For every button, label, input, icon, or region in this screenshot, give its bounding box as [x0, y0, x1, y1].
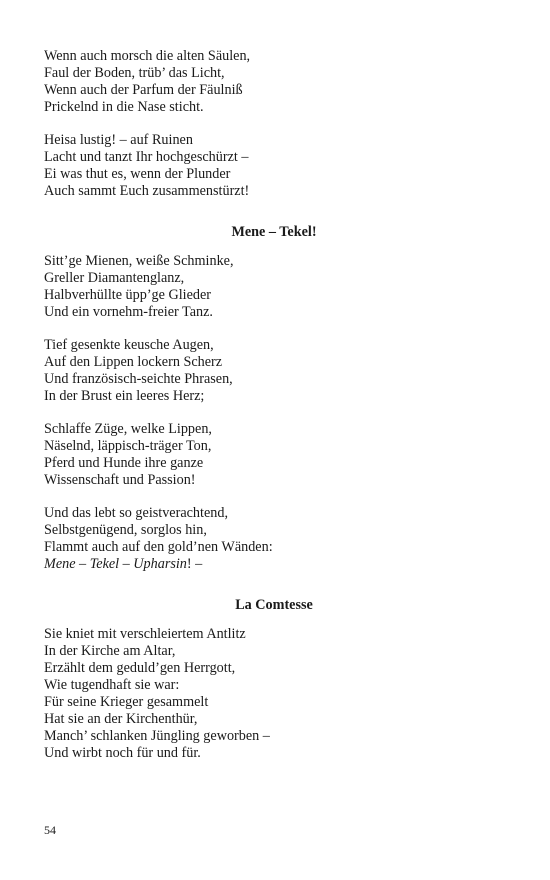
line-tail: ! –	[186, 556, 203, 572]
verse-line: Ei was thut es, wenn der Plunder	[44, 166, 231, 182]
verse-line: Auch sammt Euch zusammenstürzt!	[44, 183, 250, 199]
verse-line: Wenn auch morsch die alten Säulen,	[44, 48, 251, 64]
verse-line: Und französisch-seichte Phrasen,	[44, 371, 233, 387]
verse-line: Wenn auch der Parfum der Fäulniß	[44, 82, 243, 98]
stanza	[44, 505, 504, 573]
verse-line: Erzählt dem geduld’gen Herrgott,	[44, 660, 236, 676]
verse-line: Schlaffe Züge, welke Lippen,	[44, 421, 212, 437]
italic-phrase: Mene – Tekel – Upharsin	[44, 556, 187, 572]
stanza	[44, 421, 504, 489]
page-body	[44, 48, 504, 778]
verse-line: Tief gesenkte keusche Augen,	[44, 337, 214, 353]
stanza	[44, 626, 504, 762]
verse-line: Sie kniet mit verschleiertem Antlitz	[44, 626, 246, 642]
stanza	[44, 48, 504, 116]
verse-line: Für seine Krieger gesammelt	[44, 694, 209, 710]
verse-line: Näselnd, läppisch-träger Ton,	[44, 438, 212, 454]
poem-1	[44, 48, 504, 200]
verse-line: Auf den Lippen lockern Scherz	[44, 354, 223, 370]
verse-line: Selbstgenügend, sorglos hin,	[44, 522, 207, 538]
verse-line: Hat sie an der Kirchenthür,	[44, 711, 198, 727]
verse-line: Flammt auch auf den gold’nen Wänden:	[44, 539, 273, 555]
verse-line: In der Kirche am Altar,	[44, 643, 176, 659]
poem-3	[44, 597, 504, 762]
verse-line: Pferd und Hunde ihre ganze	[44, 455, 204, 471]
stanza	[44, 132, 504, 200]
verse-line: Wissenschaft und Passion!	[44, 472, 196, 488]
verse-line-final	[44, 556, 504, 573]
stanza	[44, 337, 504, 405]
verse-line: Und das lebt so geistverachtend,	[44, 505, 228, 521]
verse-line: Und wirbt noch für und für.	[44, 745, 201, 761]
poem-2	[44, 224, 504, 573]
poem-title: La Comtesse	[235, 597, 313, 613]
verse-line: Sitt’ge Mienen, weiße Schminke,	[44, 253, 234, 269]
page-number: 54	[44, 823, 56, 837]
poem-title: Mene – Tekel!	[231, 224, 317, 240]
stanza	[44, 253, 504, 321]
verse-line: In der Brust ein leeres Herz;	[44, 388, 205, 404]
verse-line: Lacht und tanzt Ihr hochgeschürzt –	[44, 149, 249, 165]
verse-line: Greller Diamantenglanz,	[44, 270, 185, 286]
verse-line: Manch’ schlanken Jüngling geworben –	[44, 728, 270, 744]
verse-line: Prickelnd in die Nase sticht.	[44, 99, 204, 115]
verse-line: Heisa lustig! – auf Ruinen	[44, 132, 193, 148]
verse-line: Wie tugendhaft sie war:	[44, 677, 180, 693]
verse-line: Und ein vornehm-freier Tanz.	[44, 304, 213, 320]
verse-line: Halbverhüllte üpp’ge Glieder	[44, 287, 212, 303]
verse-line: Faul der Boden, trüb’ das Licht,	[44, 65, 225, 81]
